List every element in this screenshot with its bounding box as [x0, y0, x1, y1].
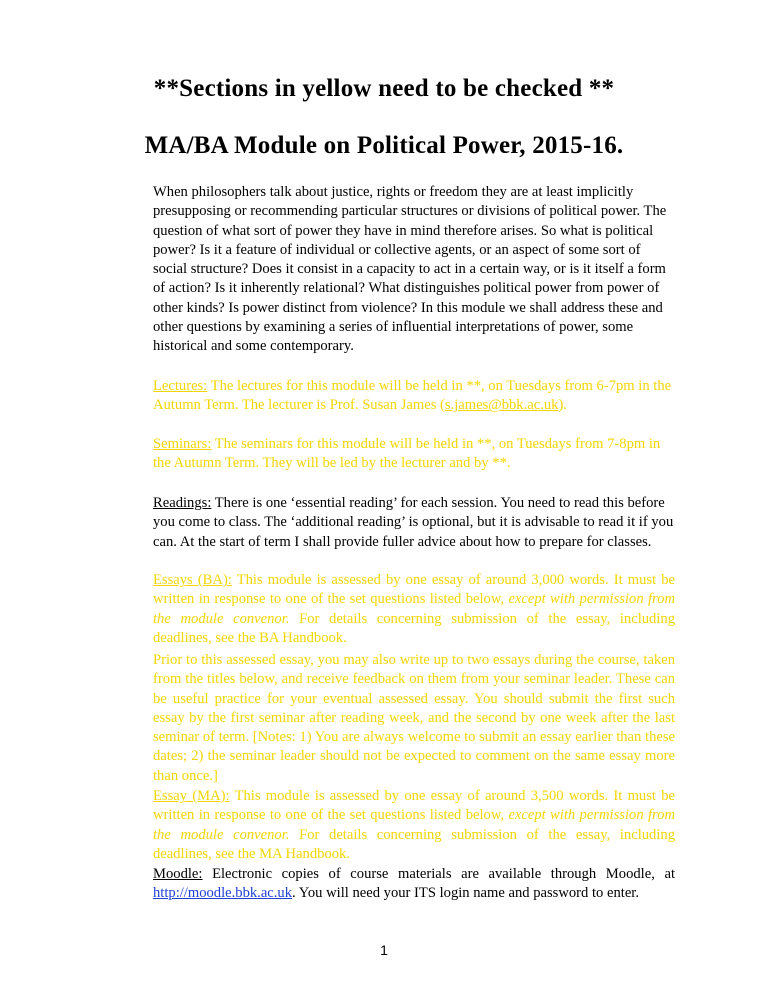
readings-paragraph [153, 494, 675, 552]
lectures-label: Lectures: [153, 378, 208, 394]
essay-ma-label: Essay (MA): [153, 788, 230, 804]
readings-text: There is one ‘essential reading’ for each session. You need to read this before you come to class. The ‘additional reading’ is optional, but it is advisable to read it if you can. At the start of term I shall provide fuller advice about how to prepare for classes. [153, 495, 674, 550]
intro-paragraph: When philosophers talk about justice, rights or freedom they are at least implicitly presupposing or recommending particular structures or divisions of political power. The question of what sort of power they have in mind therefore arises. So what is political power? Is it a feature of individual or collective agents, or an aspect of some sort of social structure? Does it consist in a capacity to act in a certain way, or is it itself a form of action? Is it inherently relational? What distinguishes political power from power of other kinds? Is power distinct from violence? In this module we shall address these and other questions by examining a series of influential interpretations of power, some historical and some contemporary. [153, 184, 667, 355]
page-number: 1 [380, 942, 388, 958]
lecturer-email-link[interactable]: s.james@bbk.ac.uk [444, 397, 559, 414]
essays-ba-label: Essays (BA): [153, 572, 232, 588]
essay-ma-permission-note: except with permission from the module convenor. [153, 807, 675, 843]
moodle-paragraph: Moodle: Electronic copies of course materials are available through Moodle, at http://moodle.bbk.ac.uk. You will need your ITS login name and password to enter. [153, 866, 675, 902]
essays-ba-permission-note: except with permission from the module convenor. [153, 591, 675, 627]
seminars-paragraph [153, 435, 675, 474]
moodle-label: Moodle: [153, 866, 203, 882]
seminars-text: The seminars for this module will be held in **, on Tuesdays from 7-8pm in the Autumn Term. They will be led by the lecturer and by **. [153, 436, 661, 472]
readings-label: Readings: [153, 495, 212, 511]
essays-ba-paragraph: Essays (BA): This module is assessed by one essay of around 3,000 words. It must be written in response to one of the set questions listed below, except with permission from the module convenor. For details concerning submission of the essay, including deadlines, see the BA Handbook. [153, 572, 675, 646]
check-notice-heading: **Sections in yellow need to be checked ** [153, 75, 615, 102]
seminars-label: Seminars: [153, 436, 212, 452]
lectures-paragraph: Lectures: The lectures for this module will be held in **, on Tuesdays from 6-7pm in the Autumn Term. The lecturer is Prof. Susan James (s.james@bbk.ac.uk). [153, 378, 672, 414]
essay-ma-paragraph: Essay (MA): This module is assessed by one essay of around 3,500 words. It must be written in response to one of the set questions listed below, except with permission from the module convenor. For details concerning submission of the essay, including deadlines, see the MA Handbook. [153, 788, 675, 862]
practice-essays-paragraph: Prior to this assessed essay, you may also write up to two essays during the course, taken from the titles below, and receive feedback on them from your seminar leader. These can be useful practice for your eventual assessed essay. You should submit the first such essay by the first seminar after reading week, and the second by one week after the last seminar of term. [Notes: 1) You are always welcome to submit an essay earlier than these dates; 2) the seminar leader should not be expected to comment on the same essay more than once.] [153, 652, 675, 784]
page-title: MA/BA Module on Political Power, 2015-16. [144, 132, 624, 159]
moodle-link[interactable]: http://moodle.bbk.ac.uk [153, 885, 293, 902]
lectures-text: The lectures for this module will be held in **, on Tuesdays from 6-7pm in the Autumn Term. The lecturer is Prof. Susan James ( [153, 378, 672, 414]
